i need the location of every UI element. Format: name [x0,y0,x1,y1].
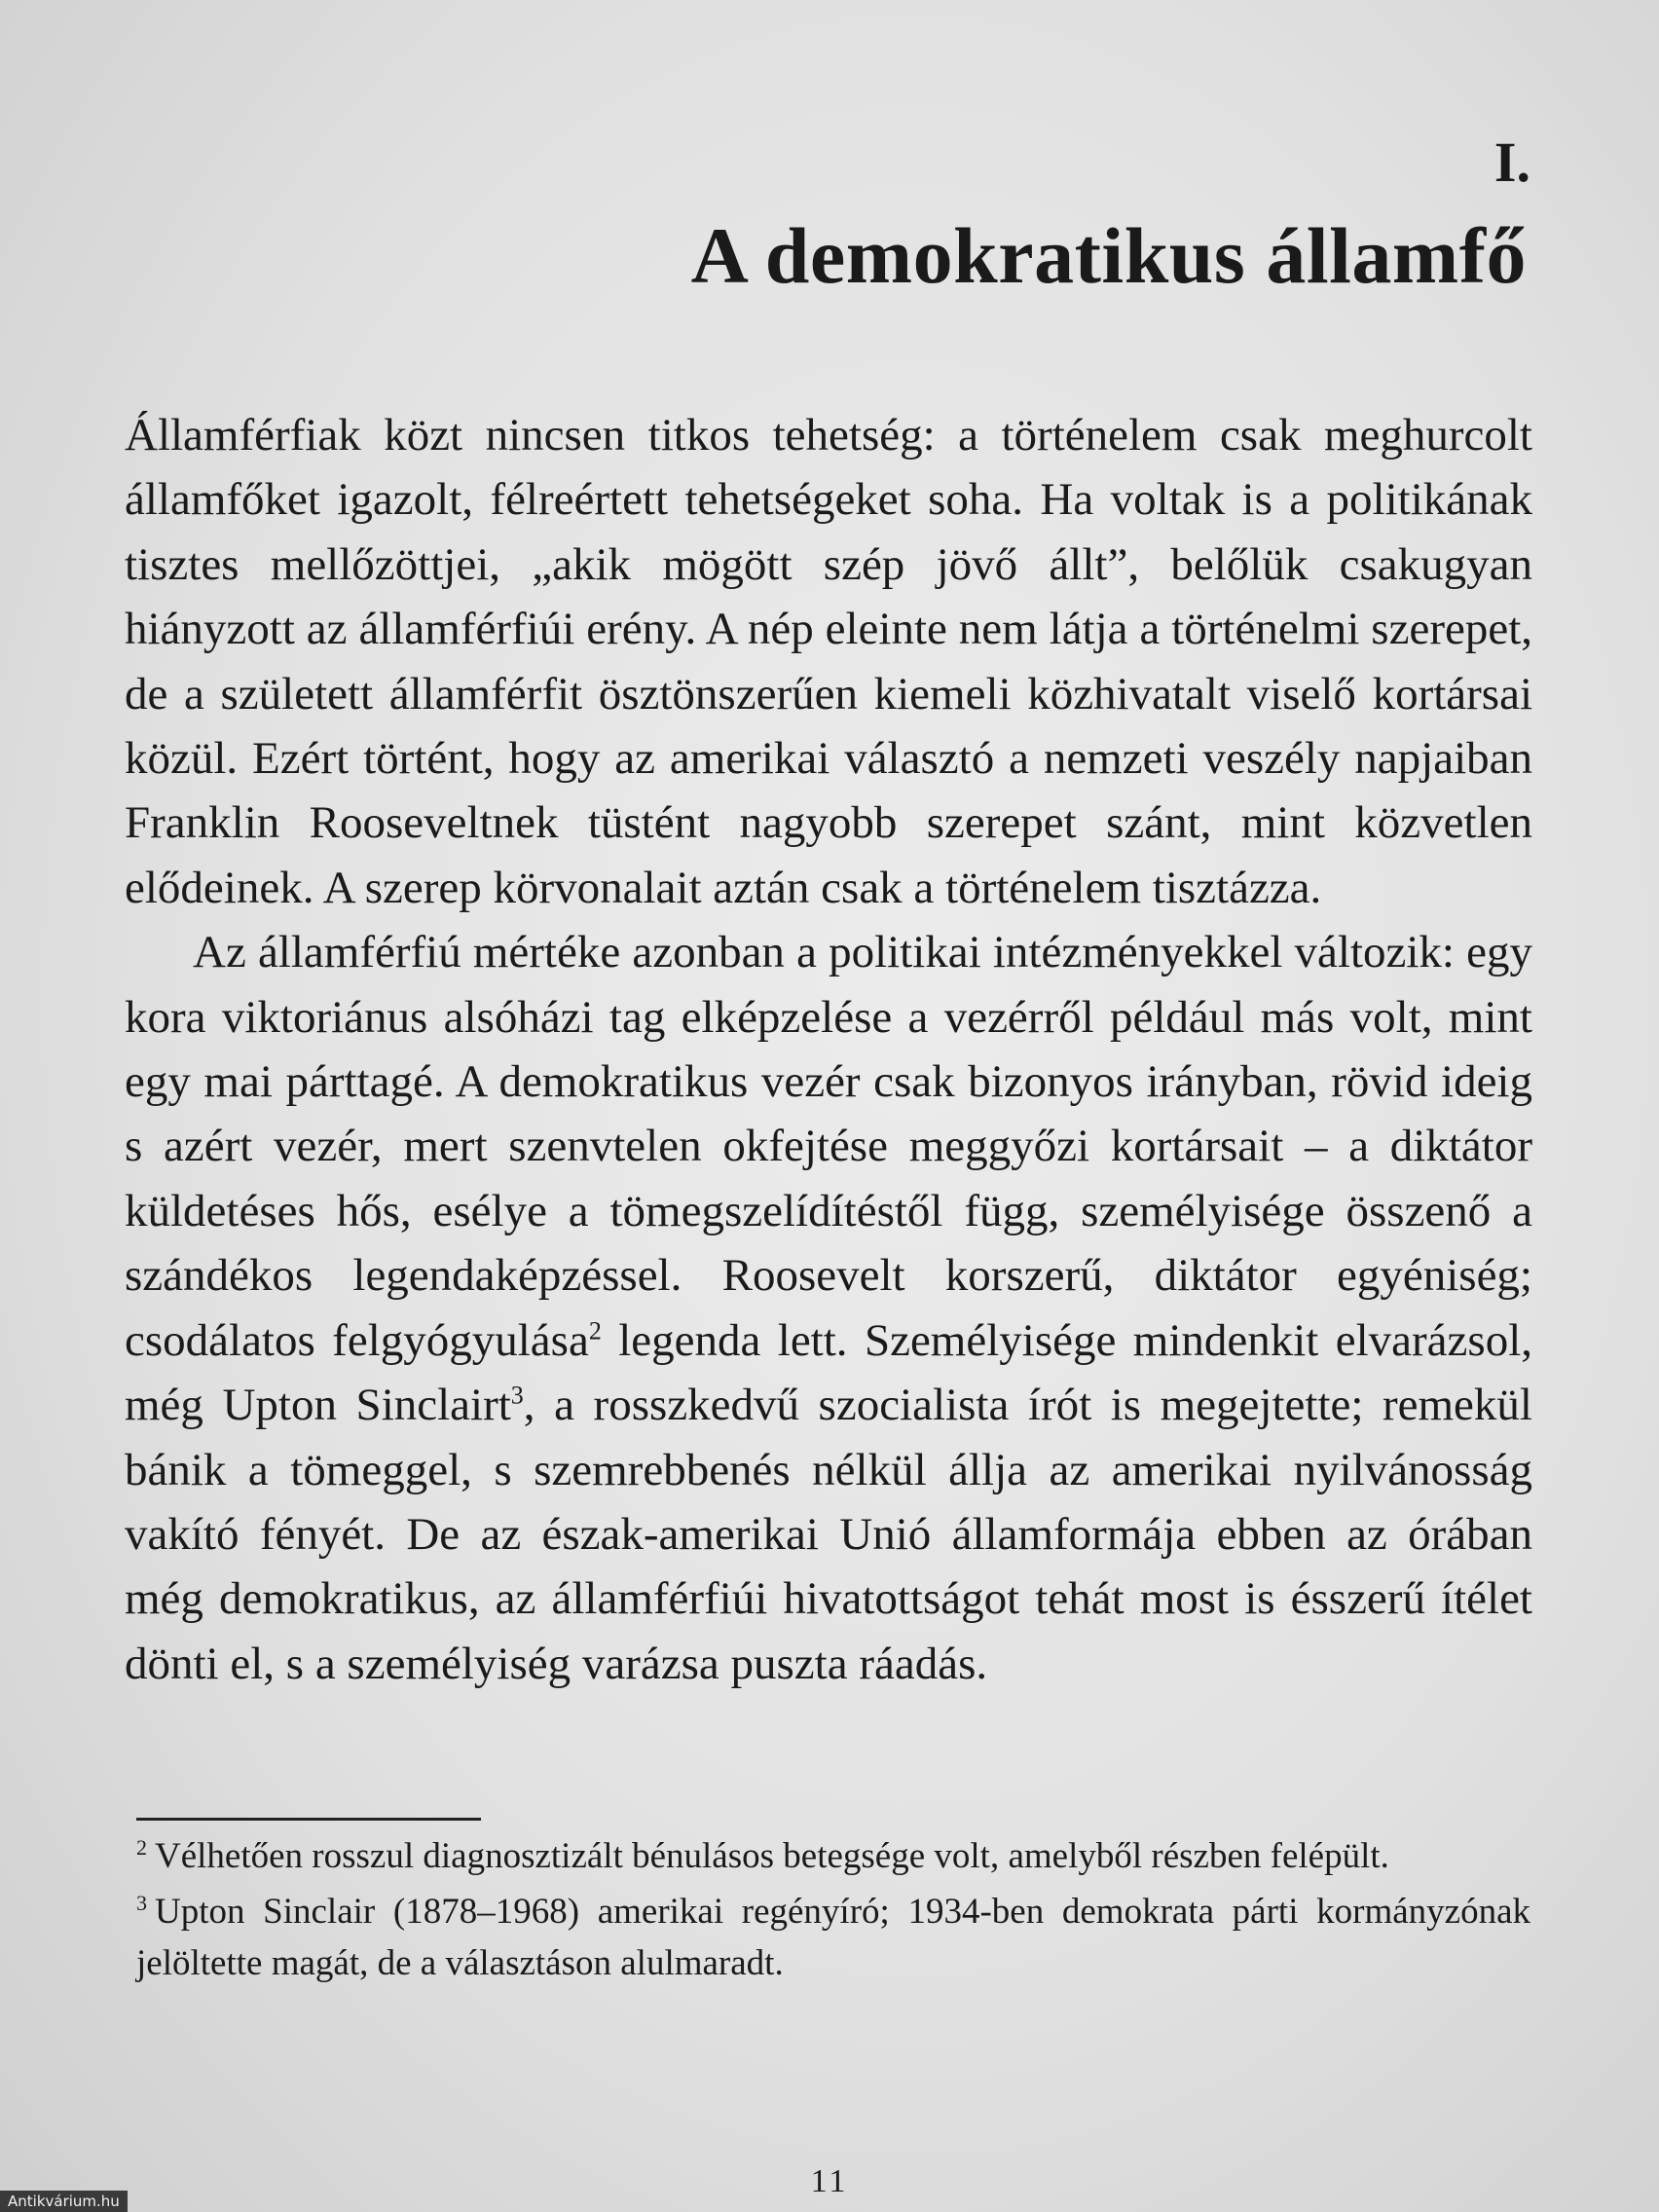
paragraph-1 [125,403,1532,920]
chapter-number: I. [1493,130,1530,194]
footnote-2-mark: 2 [136,1834,147,1860]
footnote-ref-3[interactable]: 3 [510,1381,524,1410]
footnotes [136,1830,1530,1993]
footnote-3 [136,1886,1530,1989]
footnote-2 [136,1830,1530,1882]
main-text [125,403,1532,1696]
paragraph-1-text: Államférfiak közt nincsen titkos tehetség: a történelem csak meghurcolt államfőket igazolt, félreértett tehetségeket soha. Ha voltak is a politikának tisztes mellőzöttjei, „akik mögött szép jövő állt”, belőlük csakugyan hiányzott az államférfiúi erény. A nép eleinte nem látja a történelmi szerepet, de a született államférfit ösztönszerűen kiemeli közhivatalt viselő kortársai közül. Ezért történt, hogy az amerikai választó a nemzeti veszély napjaiban Franklin Rooseveltnek tüstént nagyobb szerepet szánt, mint közvetlen elődeinek. A szerep körvonalait aztán csak a történelem tisztázza. [125,410,1532,913]
footnote-2-text: Vélhetően rosszul diagnosztizált bénulásos betegsége volt, amelyből részben felépült. [155,1836,1389,1876]
chapter-title: A demokratikus államfő [690,211,1527,300]
paragraph-2-text-a: Az államférfiú mértéke azonban a politikai intézményekkel változik: egy kora viktoriánus alsóházi tag elképzelése a vezérről például más volt, mint egy mai párttagé. A demokratikus vezér csak bizonyos irányban, rövid ideig s azért vezér, mert szenvtelen okfejtése meggyőzi kortársait – a diktátor küldetéses hős, esélye a tömegszelídítéstől függ, személyisége összenő a szándékos legendaképzéssel. Roosevelt korszerű, diktátor egyéniség; csodálatos felgyógyulása [125,927,1532,1366]
paragraph-2-text-b: legenda lett. Személyisége mindenkit elvarázsol, még Upton Sinclairt [125,1314,1532,1431]
page-number: 11 [810,2163,849,2199]
paragraph-2 [125,920,1532,1696]
footnote-3-text: Upton Sinclair (1878–1968) amerikai regényíró; 1934-ben demokrata párti kormányzónak jelöltette magát, de a választáson alulmaradt. [136,1892,1530,1983]
footnote-ref-2[interactable]: 2 [588,1316,602,1346]
watermark-label: Antikvárium.hu [0,2191,128,2212]
footnote-divider [136,1818,481,1821]
footnote-3-mark: 3 [136,1890,147,1915]
paragraph-2-text-c: , a rosszkedvű szocialista írót is megejtette; remekül bánik a tömeggel, s szemrebbenés nélkül állja az amerikai nyilvánosság vakító fényét. De az észak-amerikai Unió államformája ebben az órában még demokratikus, az államférfiúi hivatottságot tehát most is ésszerű ítélet dönti el, s a személyiség varázsa puszta ráadás. [125,1380,1532,1689]
